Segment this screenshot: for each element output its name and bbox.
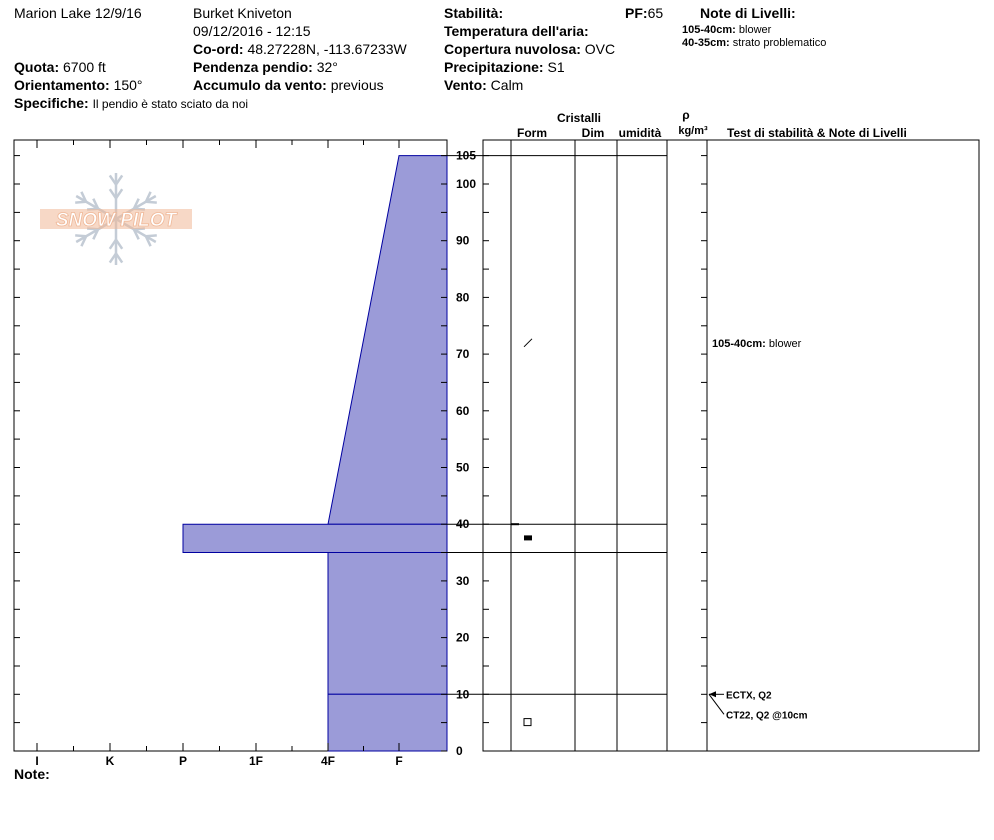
- height-tick-label: 60: [456, 403, 470, 418]
- stability-label: Stabilità:: [444, 5, 504, 21]
- wind-value: Calm: [490, 77, 524, 93]
- layer-note-1-range: 105-40cm:: [682, 24, 736, 36]
- grain-form-symbol: [524, 719, 531, 726]
- hardness-tick-label: I: [35, 754, 39, 768]
- chart-layer-note-range: 105-40cm:: [712, 337, 766, 350]
- height-tick-label: 40: [456, 517, 470, 532]
- height-tick-label: 0: [456, 744, 463, 758]
- aspect-label: Orientamento:: [14, 77, 110, 93]
- site-name: Marion Lake 12/9/16: [14, 5, 142, 21]
- layer-notes-label: Note di Livelli:: [700, 5, 796, 21]
- precip-value: S1: [547, 59, 565, 75]
- flake-branch: [146, 202, 157, 203]
- pf-value: 65: [647, 5, 664, 21]
- layer-note-1-text: blower: [738, 24, 772, 36]
- form-header: Form: [517, 126, 547, 140]
- slope-label: Pendenza pendio:: [193, 59, 313, 75]
- wind-loading-label: Accumulo da vento:: [193, 77, 327, 93]
- layer-table-columns: [511, 140, 707, 751]
- wind-label: Vento:: [444, 77, 487, 93]
- hardness-tick-label: P: [178, 754, 188, 768]
- flake-branch: [75, 235, 86, 236]
- coord-value: 48.27228N, -113.67233W: [247, 41, 407, 57]
- elevation-value: 6700 ft: [63, 59, 106, 75]
- layer-note-2-text: strato problematico: [732, 37, 827, 49]
- height-tick-label: 30: [456, 573, 470, 588]
- stability-tests: [709, 690, 808, 721]
- height-tick-label: 100: [456, 177, 477, 191]
- hardness-tick-label: 1F: [248, 754, 264, 768]
- chart-layer-note-text: blower: [768, 337, 802, 350]
- precip-label: Precipitazione:: [444, 59, 544, 75]
- hardness-tick-label: F: [395, 754, 403, 768]
- flake-branch: [146, 235, 157, 236]
- height-tick-label: 10: [456, 687, 470, 702]
- hardness-tick-label: K: [105, 754, 115, 768]
- chart-layer-note: [712, 338, 802, 350]
- moisture-header: umidità: [618, 126, 662, 140]
- density-unit-header: kg/m³: [678, 125, 708, 137]
- grain-form-symbol: [524, 535, 532, 540]
- crystals-header: Cristalli: [556, 111, 602, 125]
- slope-value: 32°: [316, 59, 338, 75]
- specifics-label: Specifiche:: [14, 95, 89, 111]
- profile-layer: [328, 156, 447, 525]
- stability-tests-header: Test di stabilità & Note di Livelli: [727, 126, 907, 140]
- coord-label: Co-ord:: [193, 41, 244, 57]
- height-tick-label: 70: [456, 347, 470, 362]
- notes-label: Note:: [14, 766, 50, 782]
- profile-layer: [328, 553, 447, 695]
- specifics-value: Il pendio è stato sciato da noi: [92, 97, 249, 111]
- observer-name: Burket Kniveton: [193, 5, 292, 21]
- pf-label: PF:: [625, 5, 648, 21]
- grain-form-symbol: [524, 339, 532, 347]
- layer-note-2-range: 40-35cm:: [682, 37, 730, 49]
- observation-datetime: 09/12/2016 - 12:15: [193, 23, 311, 39]
- height-tick-label: 20: [456, 630, 470, 645]
- aspect-value: 150°: [113, 77, 143, 93]
- air-temp-label: Temperatura dell'aria:: [444, 23, 589, 39]
- size-header: Dim: [581, 126, 605, 140]
- logo-text: SNOW PILOT: [55, 210, 177, 231]
- rho-header: ρ: [682, 108, 690, 122]
- stability-test-label: ECTX, Q2: [726, 690, 772, 702]
- hardness-tick-label: 4F: [320, 754, 336, 768]
- profile-layer: [328, 694, 447, 751]
- height-tick-label: 90: [456, 233, 470, 248]
- height-tick-label: 50: [456, 460, 470, 475]
- sky-label: Copertura nuvolosa:: [444, 41, 581, 57]
- flake-branch: [75, 202, 86, 203]
- sky-value: OVC: [584, 41, 616, 57]
- height-tick-label: 105: [456, 148, 477, 163]
- layer-rows: [447, 156, 667, 726]
- height-tick-label: 80: [456, 290, 470, 305]
- elevation-label: Quota:: [14, 59, 60, 75]
- wind-loading-value: previous: [330, 77, 384, 93]
- stability-test-pointer: [709, 694, 724, 714]
- hardness-profile: [183, 156, 447, 751]
- layer-table-frame: [483, 140, 979, 751]
- snowpilot-logo: [40, 173, 192, 265]
- profile-layer: [183, 524, 447, 552]
- stability-test-label: CT22, Q2 @10cm: [726, 710, 808, 722]
